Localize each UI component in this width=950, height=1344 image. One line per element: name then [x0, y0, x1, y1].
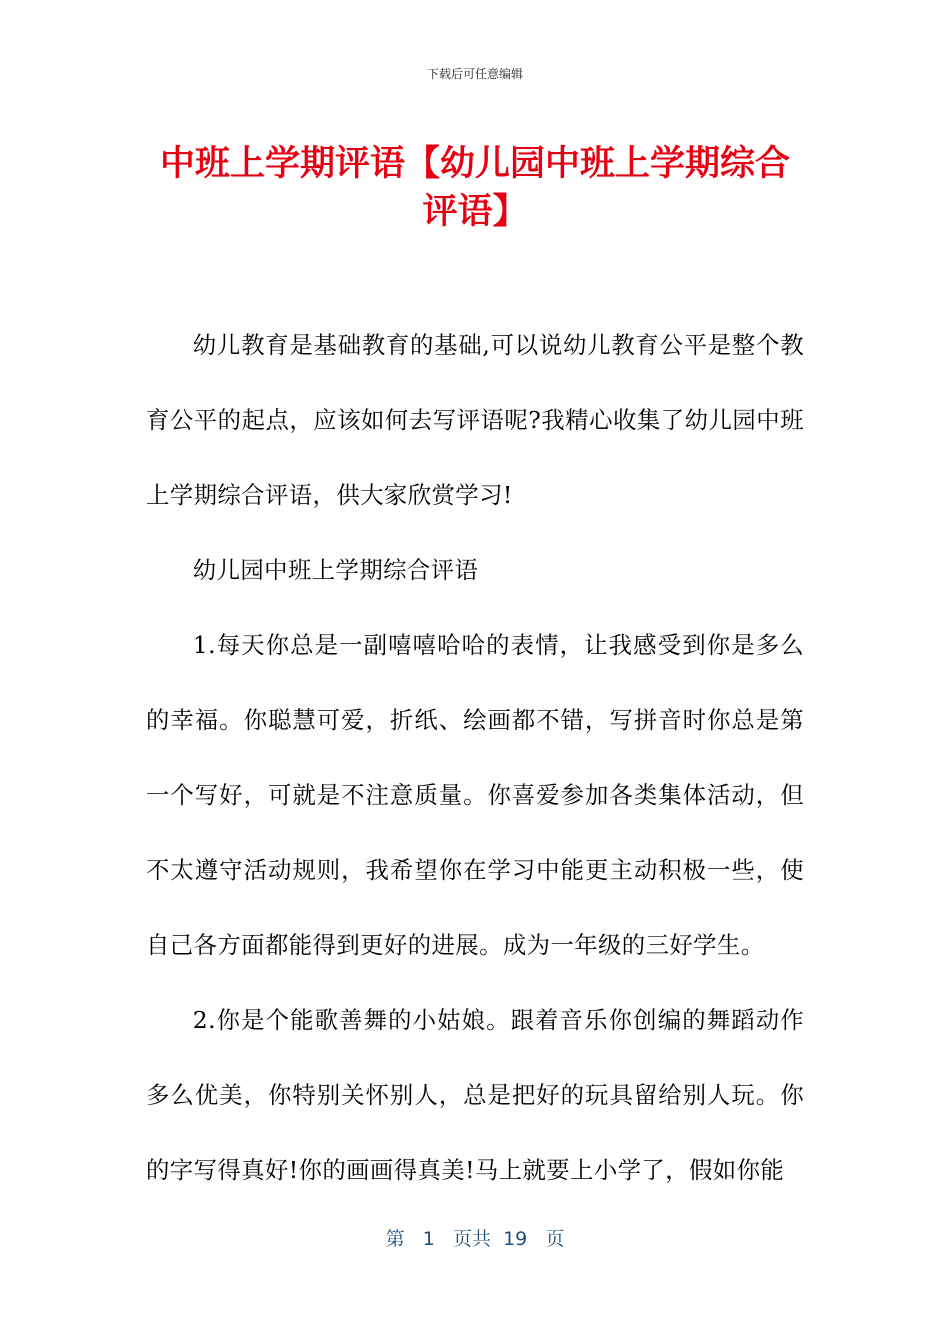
page-label-mid: 页共	[452, 1228, 491, 1250]
intro-paragraph: 幼儿教育是基础教育的基础,可以说幼儿教育公平是整个教育公平的起点，应该如何去写评语呢?我精心收集了幼儿园中班上学期综合评语，供大家欣赏学习!	[146, 331, 804, 509]
page-label-prefix: 第	[385, 1228, 405, 1250]
document-title: 中班上学期评语【幼儿园中班上学期综合评语】	[159, 144, 790, 232]
total-pages: 19	[503, 1228, 528, 1250]
document-body	[146, 308, 804, 1208]
comment-paragraph-2: 2.你是个能歌善舞的小姑娘。跟着音乐你创编的舞蹈动作多么优美，你特别关怀别人，总是把好的玩具留给别人玩。你的字写得真好!你的画画得真美!马上就要上小学了，假如你能	[146, 1006, 804, 1184]
section-heading: 幼儿园中班上学期综合评语	[192, 556, 479, 584]
comment-paragraph-1: 1.每天你总是一副嘻嘻哈哈的表情，让我感受到你是多么的幸福。你聪慧可爱，折纸、绘画都不错，写拼音时你总是第一个写好，可就是不注意质量。你喜爱参加各类集体活动，但不太遵守活动规则，我希望你在学习中能更主动积极一些，使自己各方面都能得到更好的进展。成为一年级的三好学生。	[146, 631, 804, 959]
current-page-number: 1	[422, 1228, 435, 1250]
page-label-suffix: 页	[545, 1228, 565, 1250]
header-note: 下载后可任意编辑	[426, 67, 523, 81]
page-footer	[0, 1226, 950, 1252]
